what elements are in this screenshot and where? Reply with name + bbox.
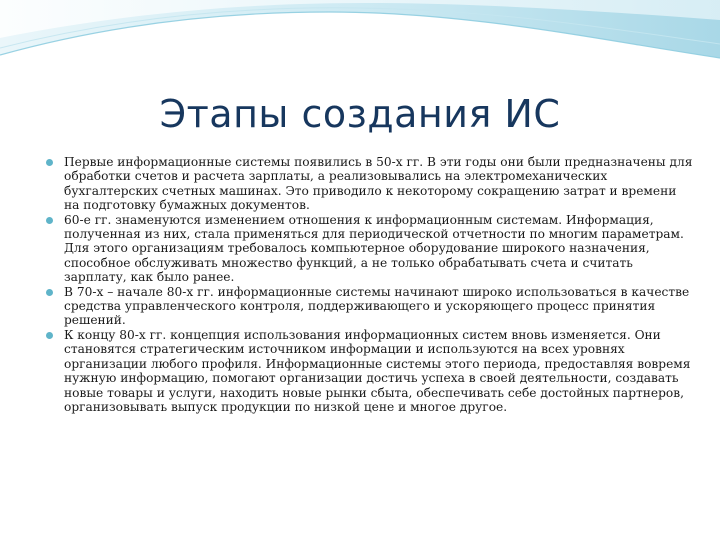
- bullet-item: [44, 285, 694, 328]
- bullet-point-icon: [46, 332, 53, 339]
- bullet-item: [44, 155, 694, 213]
- bullet-list: [44, 155, 694, 414]
- bullet-point-icon: [46, 289, 53, 296]
- bullet-text: 60-е гг. знаменуются изменением отношения к информационным системам. Информация, полученная из них, стала применяться для периодической отчетности по многим параметрам. Для этого организациям требовалось компьютерное оборудование широкого назначения, способное обслуживать множество функций, а не только обрабатывать счета и считать зарплату, как было ранее.: [64, 212, 684, 285]
- bullet-point-icon: [46, 159, 53, 166]
- bullet-item: [44, 328, 694, 414]
- bullet-text: Первые информационные системы появились в 50-х гг. В эти годы они были предназначены для обработки счетов и расчета зарплаты, а реализовывались на электромеханических бухгалтерских счетных машинах. Это приводило к некоторому сокращению затрат и времени на подготовку бумажных документов.: [64, 155, 693, 213]
- bullet-point-icon: [46, 217, 53, 224]
- bullet-text: К концу 80-х гг. концепция использования информационных систем вновь изменяется. Они становятся стратегическим источником информации и используются на всех уровнях организации любого профиля. Информационные системы этого периода, предоставляя вовремя нужную информацию, помогают организации достичь успеха в своей деятельности, создавать новые товары и услуги, находить новые рынки сбыта, обеспечивать себе достойных партнеров, организовывать выпуск продукции по низкой цене и многое другое.: [64, 327, 691, 414]
- slide-title: Этапы создания ИС: [159, 92, 561, 136]
- bullet-item: [44, 213, 694, 285]
- bullet-text: В 70-х – начале 80-х гг. информационные системы начинают широко использоваться в качестве средства управленческого контроля, поддерживающего и ускоряющего процесс принятия решений.: [64, 284, 690, 328]
